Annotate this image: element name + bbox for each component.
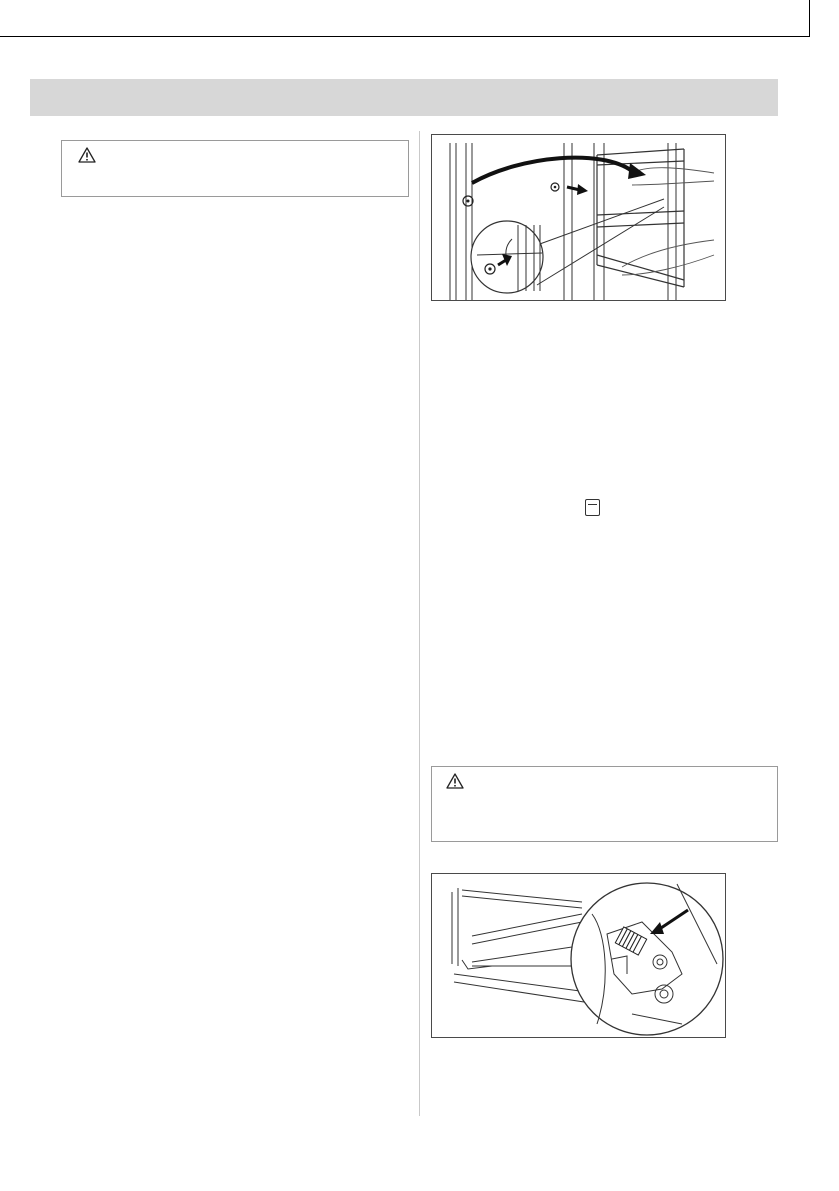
door-hinge-drawing	[432, 874, 725, 1037]
crop-mark	[809, 0, 810, 37]
column-divider	[419, 131, 420, 1116]
figure-shelf-rails	[431, 134, 726, 301]
section-header-band	[30, 79, 778, 116]
figure-door-hinge	[431, 873, 726, 1038]
top-rule	[0, 36, 810, 37]
warning-triangle-icon	[78, 147, 96, 163]
shelf-rails-drawing	[432, 135, 725, 300]
oven-lamp-symbol-icon	[585, 499, 600, 516]
left-warning-box	[61, 140, 409, 197]
warning-triangle-icon	[446, 773, 464, 789]
right-warning-box	[431, 766, 778, 842]
